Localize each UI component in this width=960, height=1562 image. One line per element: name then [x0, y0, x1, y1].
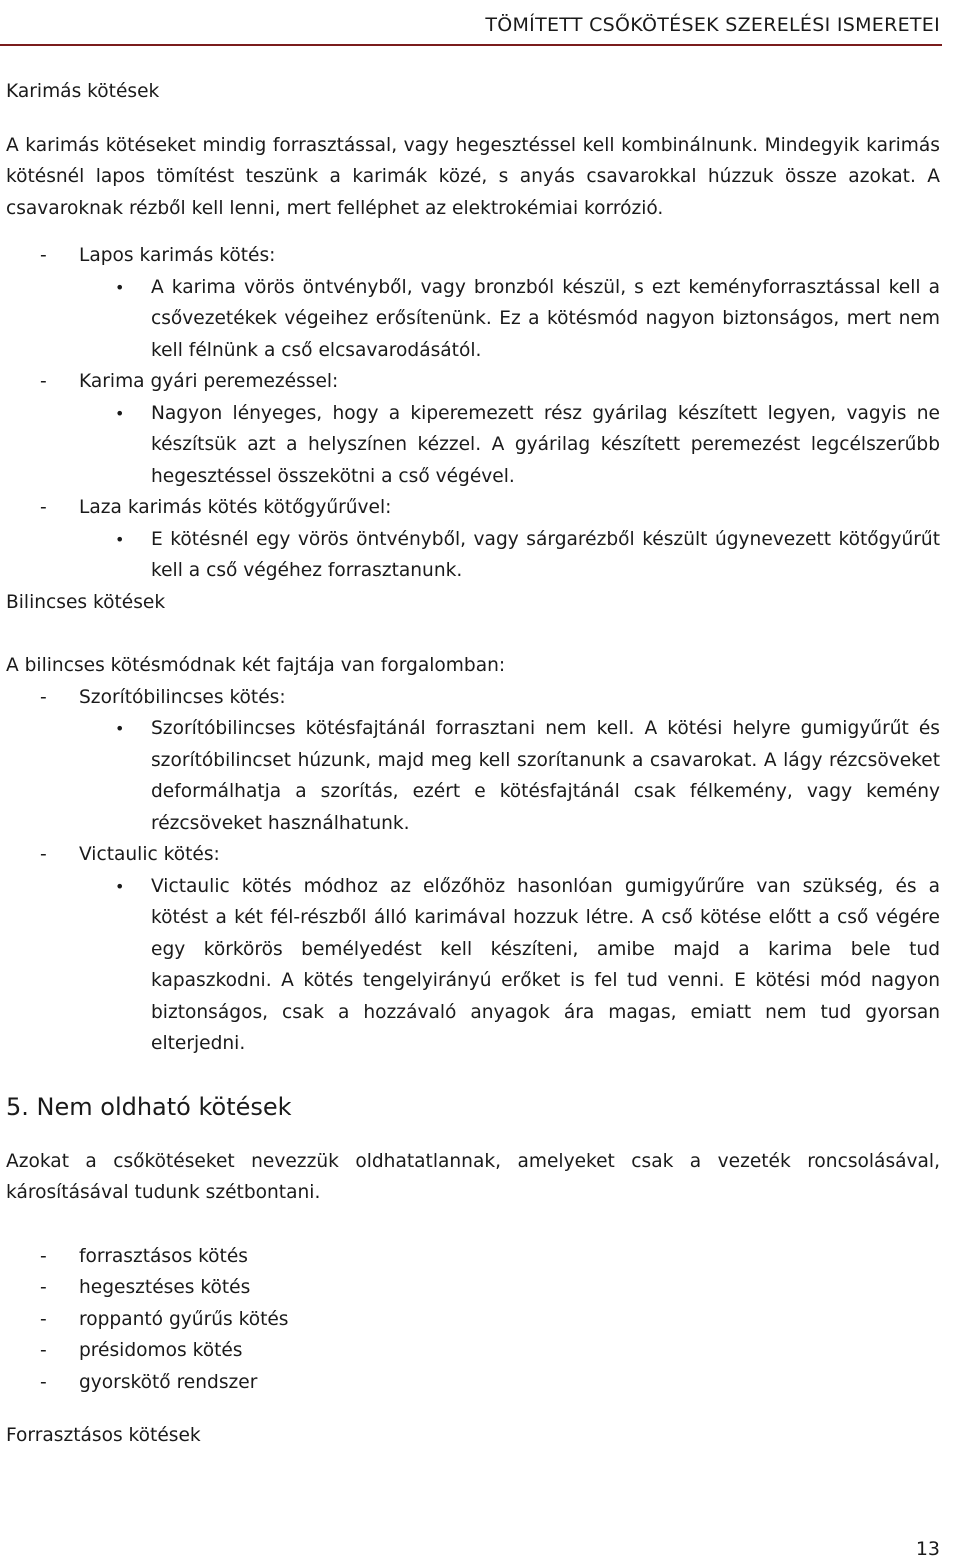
bullet-item-lapos: • A karima vörös öntvényből, vagy bronzból készül, s ezt keményforrasztással kell a csővezetékek végeihez erősítenünk. Ez a kötésmód nagyon biztonságos, mert nem kell félnünk a cső elcsavarodásától. — [6, 272, 940, 367]
dash-item-szoritobilincses: - Szorítóbilincses kötés: — [6, 682, 940, 714]
list-item: - roppantó gyűrűs kötés — [6, 1304, 940, 1336]
spacer — [6, 224, 940, 240]
section-title-forrasztasos: Forrasztásos kötések — [6, 1425, 201, 1446]
dash-item-gyari: - Karima gyári peremezéssel: — [6, 366, 940, 398]
spacer — [6, 1209, 940, 1241]
bullet-item-szoritobilincses: • Szorítóbilincses kötésfajtánál forrasztani nem kell. A kötési helyre gumigyűrűt és szorítóbilincset húzunk, majd meg kell szorítanunk a csavarokat. A lágy rézcsöveket deformálhatja a szorítás, ezért e kötésfajtánál csak félkemény, vagy kemény rézcsöveket használhatunk. — [6, 713, 940, 839]
spacer — [6, 1398, 940, 1420]
spacer — [6, 108, 940, 130]
bullet-item-laza: • E kötésnél egy vörös öntvényből, vagy sárgarézből készült úgynevezett kötőgyűrűt kell a cső végéhez forrasztanunk. — [6, 524, 940, 587]
spacer — [6, 1124, 940, 1146]
spacer — [6, 618, 940, 650]
dash-item-laza: - Laza karimás kötés kötőgyűrűvel: — [6, 492, 940, 524]
page-number: 13 — [915, 1538, 940, 1560]
paragraph-karimas-intro: A karimás kötéseket mindig forrasztással, vagy hegesztéssel kell kombinálnunk. Mindegyik karimás kötésnél lapos tömítést teszünk a karimák közé, s anyás csavarokkal húzzuk össze azokat. A csavaroknak rézből kell lenni, mert felléphet az elektrokémiai korrózió. — [6, 134, 940, 219]
list-item: - forrasztásos kötés — [6, 1241, 940, 1273]
dash-item-lapos: - Lapos karimás kötés: — [6, 240, 940, 272]
page-content — [6, 76, 940, 1452]
header-rule — [0, 44, 942, 46]
bullet-item-gyari: • Nagyon lényeges, hogy a kiperemezett rész gyárilag készített legyen, vagyis ne készítsük azt a helyszínen kézzel. A gyárilag készített peremezést legcélszerűbb hegesztéssel összekötni a cső végével. — [6, 398, 940, 493]
chapter-title-nem-oldhato: 5. Nem oldható kötések — [6, 1092, 292, 1121]
paragraph-nem-oldhato-intro: Azokat a csőkötéseket nevezzük oldhatatlannak, amelyeket csak a vezeték roncsolásával, károsításával tudunk szétbontani. — [6, 1150, 940, 1203]
list-item: - hegesztéses kötés — [6, 1272, 940, 1304]
section-title-bilincses: Bilincses kötések — [6, 591, 166, 613]
running-header-title: TÖMÍTETT CSŐKÖTÉSEK SZERELÉSI ISMERETEI — [485, 14, 940, 36]
dash-item-victaulic: - Victaulic kötés: — [6, 839, 940, 871]
list-item: - gyorskötő rendszer — [6, 1367, 940, 1399]
section-title-karimas: Karimás kötések — [6, 81, 160, 102]
paragraph-bilincses-intro: A bilincses kötésmódnak két fajtája van forgalomban: — [6, 655, 506, 676]
spacer — [6, 1060, 940, 1090]
bullet-item-victaulic: • Victaulic kötés módhoz az előzőhöz hasonlóan gumigyűrűre van szükség, és a kötést a két fél-részből álló karimával hozzuk létre. A cső kötése előtt a cső végére egy körkörös bemélyedést kell készíteni, amibe majd a karima bele tud kapaszkodni. A kötés tengelyirányú erőket is fel tud venni. E kötési mód nagyon biztonságos, csak a hozzávaló anyagok ára magas, emiatt nem tud gyorsan elterjedni. — [6, 871, 940, 1060]
list-item: - présidomos kötés — [6, 1335, 940, 1367]
